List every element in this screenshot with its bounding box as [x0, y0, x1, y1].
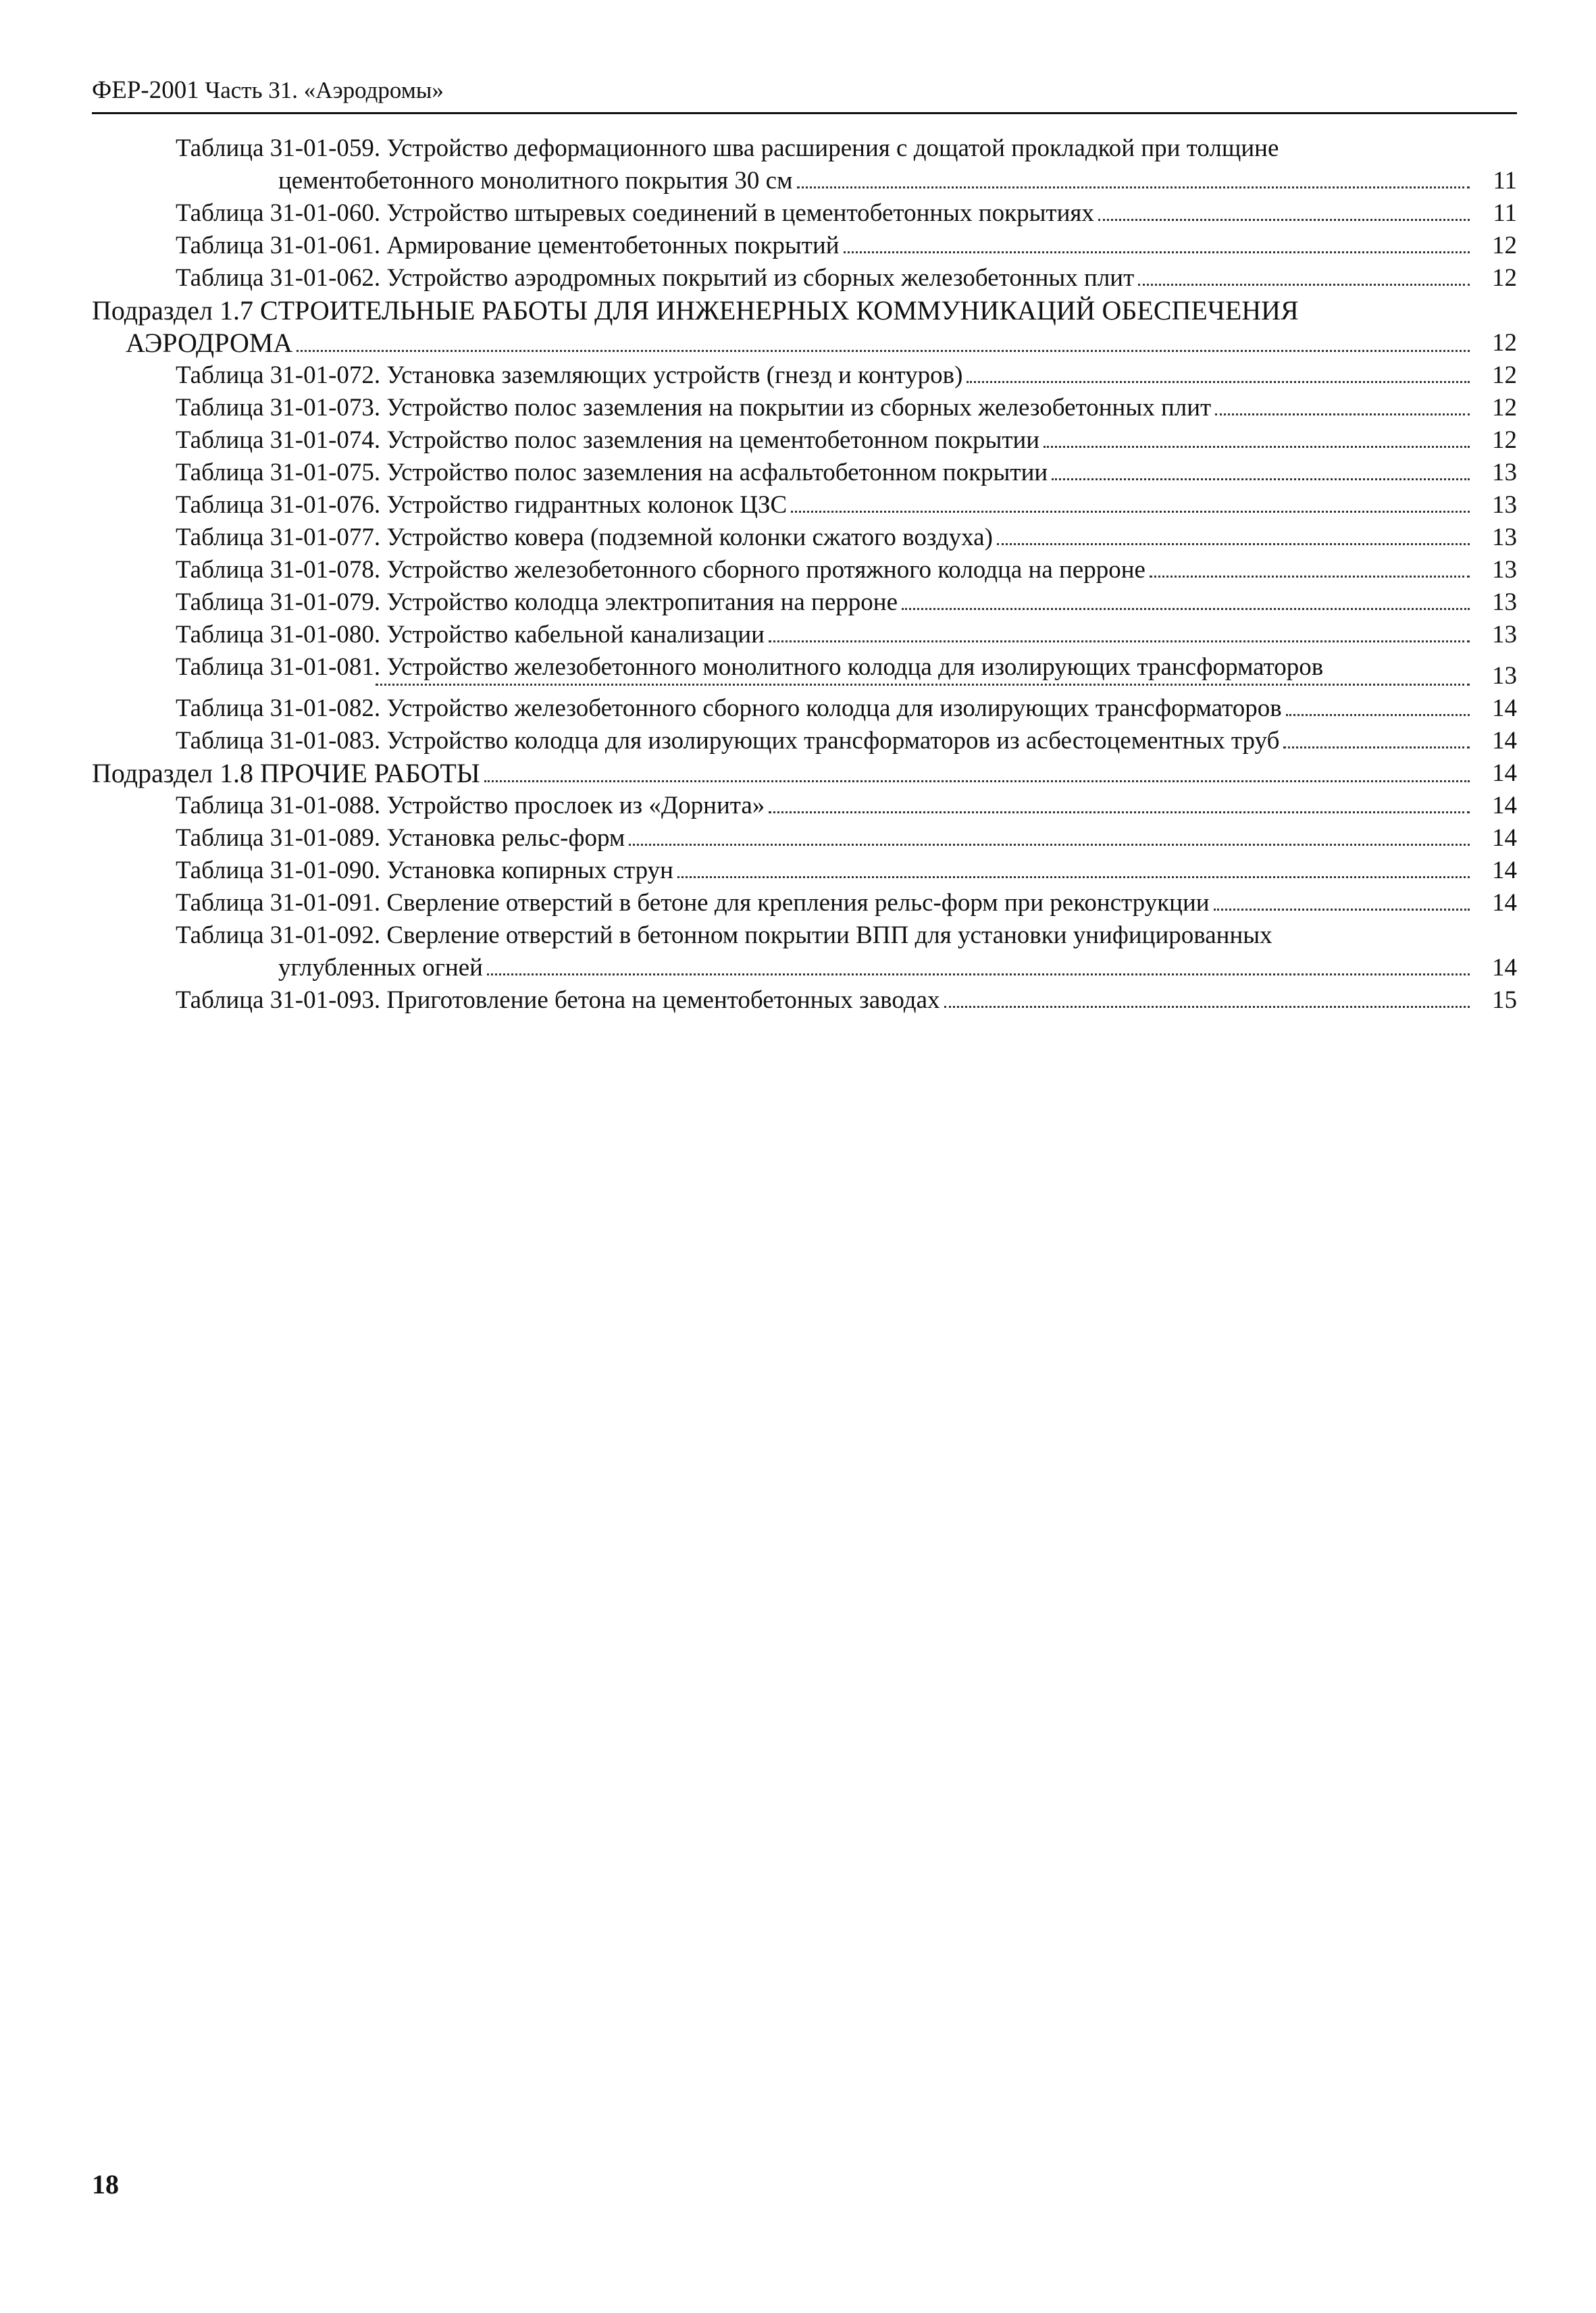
toc-entry-title: АЭРОДРОМА: [126, 328, 293, 358]
toc-page-number: 13: [1492, 621, 1517, 649]
page-number: 18: [92, 2169, 119, 2200]
toc-page-number: 13: [1492, 588, 1517, 616]
dot-leader: [769, 640, 1470, 642]
toc-table-entry[interactable]: [92, 197, 1517, 230]
dot-leader: [1286, 714, 1470, 716]
toc-page-number: 12: [1492, 394, 1517, 422]
dot-leader: [1283, 746, 1470, 748]
dot-leader: [944, 1006, 1470, 1008]
toc-page-number: 12: [1492, 264, 1517, 292]
toc-entry-title: Таблица 31-01-081. Устройство железобетонного монолитного колодца для изолирующих трансформаторов: [176, 653, 1324, 681]
toc-entry-title: Таблица 31-01-079. Устройство колодца электропитания на перроне: [176, 588, 898, 616]
toc-table-entry[interactable]: [92, 725, 1517, 757]
toc-entry-title: Таблица 31-01-061. Армирование цементобетонных покрытий: [176, 232, 840, 259]
toc-table-entry[interactable]: [92, 822, 1517, 855]
dot-leader: [1052, 478, 1470, 480]
toc-table-entry[interactable]: [92, 132, 1517, 197]
toc-entry-title: Таблица 31-01-093. Приготовление бетона на цементобетонных заводах: [176, 986, 940, 1014]
toc-page-number: 15: [1492, 986, 1517, 1014]
toc-entry-title: Таблица 31-01-078. Устройство железобетонного сборного протяжного колодца на перроне: [176, 556, 1145, 584]
toc-entry-title: углубленных огней: [278, 954, 483, 982]
toc-page-number: 14: [1492, 792, 1517, 819]
dot-leader: [297, 350, 1470, 352]
dot-leader: [797, 186, 1470, 188]
toc-table-entry[interactable]: [92, 262, 1517, 295]
toc-page-number: 12: [1492, 361, 1517, 389]
toc-entry-title: Таблица 31-01-062. Устройство аэродромных покрытий из сборных железобетонных плит: [176, 264, 1135, 292]
toc-page-number: 11: [1493, 167, 1517, 195]
dot-leader: [1215, 413, 1470, 415]
toc-entry-title: Таблица 31-01-060. Устройство штыревых соединений в цементобетонных покрытиях: [176, 199, 1094, 227]
toc-entry-title: цементобетонного монолитного покрытия 30 см: [278, 167, 793, 195]
toc-entry-title: Таблица 31-01-072. Установка заземляющих устройств (гнезд и контуров): [176, 361, 963, 389]
toc-page-number: 13: [1492, 459, 1517, 486]
toc-page-number: 13: [1492, 662, 1517, 690]
toc-table-entry[interactable]: [92, 230, 1517, 262]
dot-leader: [967, 381, 1470, 383]
toc-page-number: 12: [1492, 329, 1517, 357]
toc-table-entry[interactable]: [92, 887, 1517, 919]
toc-table-entry[interactable]: [92, 619, 1517, 651]
dot-leader: [484, 780, 1470, 782]
toc-entry-title: Таблица 31-01-091. Сверление отверстий в бетоне для крепления рельс-форм при реконструкции: [176, 889, 1210, 917]
document-part: Часть 31. «Аэродромы»: [205, 77, 444, 103]
dot-leader: [1044, 446, 1470, 448]
toc-entry-title: Таблица 31-01-059. Устройство деформационного шва расширения с дощатой прокладкой при толщине: [176, 134, 1279, 162]
toc-table-entry[interactable]: [92, 359, 1517, 392]
toc-table-entry[interactable]: [92, 586, 1517, 619]
dot-leader: [791, 511, 1470, 513]
toc-table-entry[interactable]: [92, 984, 1517, 1017]
toc-page-number: 14: [1492, 954, 1517, 982]
toc-table-entry[interactable]: [92, 919, 1517, 984]
toc-table-entry[interactable]: [92, 457, 1517, 489]
toc-table-entry[interactable]: [92, 855, 1517, 887]
toc-entry-title: Таблица 31-01-082. Устройство железобетонного сборного колодца для изолирующих трансформаторов: [176, 694, 1282, 722]
toc-table-entry[interactable]: [92, 489, 1517, 522]
toc-page-number: 14: [1492, 889, 1517, 917]
dot-leader: [997, 543, 1470, 545]
toc-entry-title: Таблица 31-01-080. Устройство кабельной канализации: [176, 621, 765, 649]
toc-table-entry[interactable]: [92, 790, 1517, 822]
dot-leader: [902, 608, 1470, 610]
toc-page-number: 14: [1492, 824, 1517, 852]
toc-table-entry[interactable]: [92, 651, 1517, 692]
toc-page-number: 13: [1492, 491, 1517, 519]
toc-table-entry[interactable]: [92, 692, 1517, 725]
toc-entry-title: Таблица 31-01-076. Устройство гидрантных колонок ЦЗС: [176, 491, 788, 519]
dot-leader: [1214, 909, 1470, 911]
toc-section-entry[interactable]: [92, 757, 1517, 790]
dot-leader: [629, 844, 1470, 846]
dot-leader: [1150, 576, 1470, 578]
dot-leader: [844, 251, 1470, 253]
table-of-contents: [92, 132, 1517, 1017]
toc-entry-title: Подраздел 1.7 СТРОИТЕЛЬНЫЕ РАБОТЫ ДЛЯ ИНЖЕНЕРНЫХ КОММУНИКАЦИЙ ОБЕСПЕЧЕНИЯ: [92, 295, 1299, 326]
toc-entry-title: Таблица 31-01-077. Устройство ковера (подземной колонки сжатого воздуха): [176, 524, 993, 551]
toc-entry-title: Таблица 31-01-090. Установка копирных струн: [176, 857, 673, 884]
dot-leader: [677, 876, 1470, 878]
toc-entry-title: Таблица 31-01-083. Устройство колодца для изолирующих трансформаторов из асбестоцементных труб: [176, 727, 1280, 755]
toc-entry-title: Таблица 31-01-092. Сверление отверстий в бетонном покрытии ВПП для установки унифицированных: [176, 921, 1272, 949]
toc-page-number: 14: [1492, 857, 1517, 884]
toc-entry-title: Таблица 31-01-089. Установка рельс-форм: [176, 824, 625, 852]
toc-page-number: 14: [1492, 759, 1517, 787]
toc-page-number: 14: [1492, 694, 1517, 722]
dot-leader: [769, 811, 1470, 813]
toc-entry-title: Подраздел 1.8 ПРОЧИЕ РАБОТЫ: [92, 758, 480, 788]
toc-page-number: 13: [1492, 524, 1517, 551]
toc-entry-title: Таблица 31-01-088. Устройство прослоек из «Дорнита»: [176, 792, 765, 819]
toc-table-entry[interactable]: [92, 424, 1517, 457]
document-code: ФЕР-2001: [92, 76, 199, 104]
toc-page-number: 14: [1492, 727, 1517, 755]
toc-entry-title: Таблица 31-01-074. Устройство полос заземления на цементобетонном покрытии: [176, 426, 1040, 454]
dot-leader: [376, 684, 1470, 686]
toc-section-entry[interactable]: [92, 295, 1517, 359]
dot-leader: [1138, 284, 1470, 286]
toc-table-entry[interactable]: [92, 554, 1517, 586]
dot-leader: [1098, 219, 1470, 221]
toc-table-entry[interactable]: [92, 392, 1517, 424]
toc-entry-title: Таблица 31-01-075. Устройство полос заземления на асфальтобетонном покрытии: [176, 459, 1048, 486]
toc-page-number: 12: [1492, 232, 1517, 259]
dot-leader: [487, 973, 1470, 975]
toc-entry-title: Таблица 31-01-073. Устройство полос заземления на покрытии из сборных железобетонных плит: [176, 394, 1212, 422]
toc-page-number: 11: [1493, 199, 1517, 227]
toc-page-number: 13: [1492, 556, 1517, 584]
toc-table-entry[interactable]: [92, 522, 1517, 554]
toc-page-number: 12: [1492, 426, 1517, 454]
page-header: [92, 74, 1517, 114]
